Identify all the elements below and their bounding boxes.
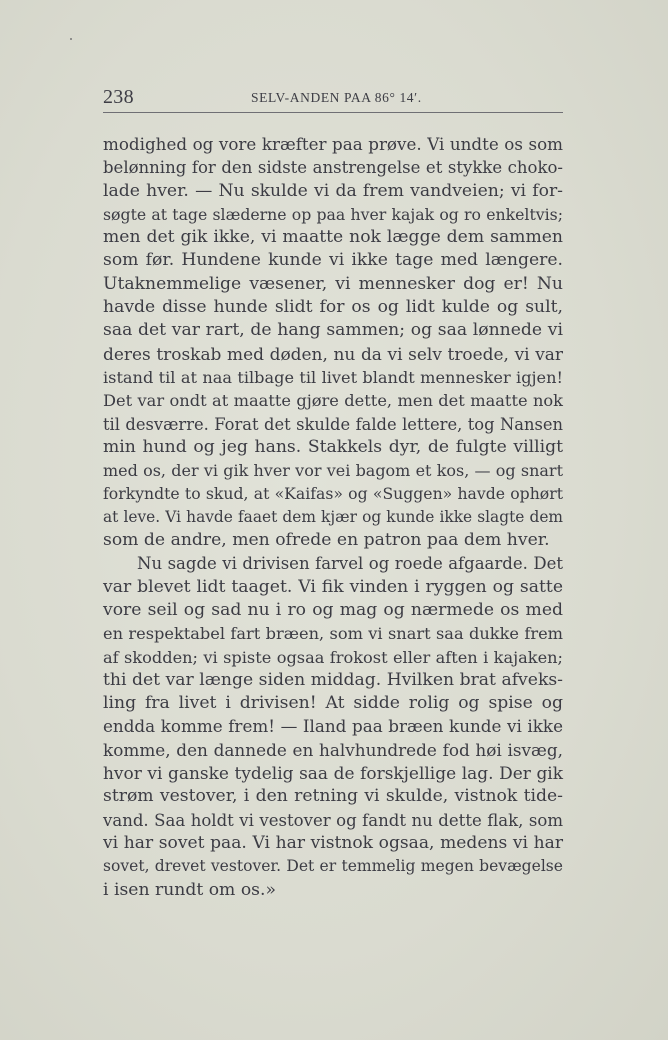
body-text: [103, 133, 563, 902]
text-line: søgte at tage slæderne op paa hver kajak og ro enkeltvis;: [103, 204, 563, 224]
paper-speck: [70, 38, 72, 40]
running-head: SELV-ANDEN PAA 86° 14′.: [251, 90, 422, 105]
text-line: komme, den dannede en halvhundrede fod høi isvæg,: [103, 739, 563, 760]
text-line: strøm vestover, i den retning vi skulde, vistnok tide-: [103, 786, 563, 807]
text-line: som de andre, men ofrede en patron paa dem hver.: [103, 530, 550, 551]
text-line: saa det var rart, de hang sammen; og saa lønnede vi: [103, 320, 563, 341]
text-line: modighed og vore kræfter paa prøve. Vi undte os som: [103, 134, 563, 154]
text-line: at leve. Vi havde faaet dem kjær og kunde ikke slagte dem: [103, 507, 563, 526]
text-line: men det gik ikke, vi maatte nok lægge dem sammen: [103, 227, 563, 248]
text-line: vore seil og sad nu i ro og mag og nærmede os med: [103, 599, 563, 620]
text-line: endda komme frem! — Iland paa bræen kunde vi ikke: [103, 716, 563, 737]
text-line: lade hver. — Nu skulde vi da frem vandveien; vi for-: [103, 180, 563, 201]
text-line: istand til at naa tilbage til livet blandt mennesker igjen!: [103, 367, 563, 387]
text-line: vi har sovet paa. Vi har vistnok ogsaa, medens vi har: [103, 832, 563, 853]
text-line: af skodden; vi spiste ogsaa frokost eller aften i kajaken;: [103, 647, 563, 667]
text-line: belønning for den sidste anstrengelse et stykke choko-: [103, 158, 563, 178]
text-line: sovet, drevet vestover. Det er temmelig megen bevægelse: [103, 857, 563, 876]
text-line: min hund og jeg hans. Stakkels dyr, de fulgte villigt: [103, 436, 563, 457]
text-line: havde disse hunde slidt for os og lidt kulde og sult,: [103, 297, 563, 318]
text-line: var blevet lidt taaget. Vi fik vinden i ryggen og satte: [103, 576, 563, 597]
page-number: 238: [103, 86, 134, 108]
text-line: hvor vi ganske tydelig saa de forskjellige lag. Der gik: [103, 763, 563, 784]
text-line: Utaknemmelige væsener, vi mennesker dog er! Nu: [103, 273, 563, 294]
text-line: Nu sagde vi drivisen farvel og roede afgaarde. Det: [137, 554, 563, 574]
text-line: ling fra livet i drivisen! At sidde rolig og spise og: [103, 693, 563, 714]
text-line: deres troskab med døden, nu da vi selv troede, vi var: [103, 343, 563, 364]
text-line: med os, der vi gik hver vor vei bagom et kos, — og snart: [103, 461, 563, 481]
text-line: forkyndte to skud, at «Kaifas» og «Suggen» havde ophørt: [103, 484, 563, 504]
text-line: vand. Saa holdt vi vestover og fandt nu dette flak, som: [103, 810, 563, 830]
text-line: til desværre. Forat det skulde falde lettere, tog Nansen: [103, 414, 563, 434]
page-header: [103, 86, 563, 113]
text-line: thi det var længe siden middag. Hvilken brat afveks-: [103, 669, 563, 690]
text-line: i isen rundt om os.»: [103, 879, 276, 900]
text-line: Det var ondt at maatte gjøre dette, men det maatte nok: [103, 391, 563, 411]
text-line: som før. Hundene kunde vi ikke tage med længere.: [103, 250, 563, 271]
text-line: en respektabel fart bræen, som vi snart saa dukke frem: [103, 624, 563, 644]
